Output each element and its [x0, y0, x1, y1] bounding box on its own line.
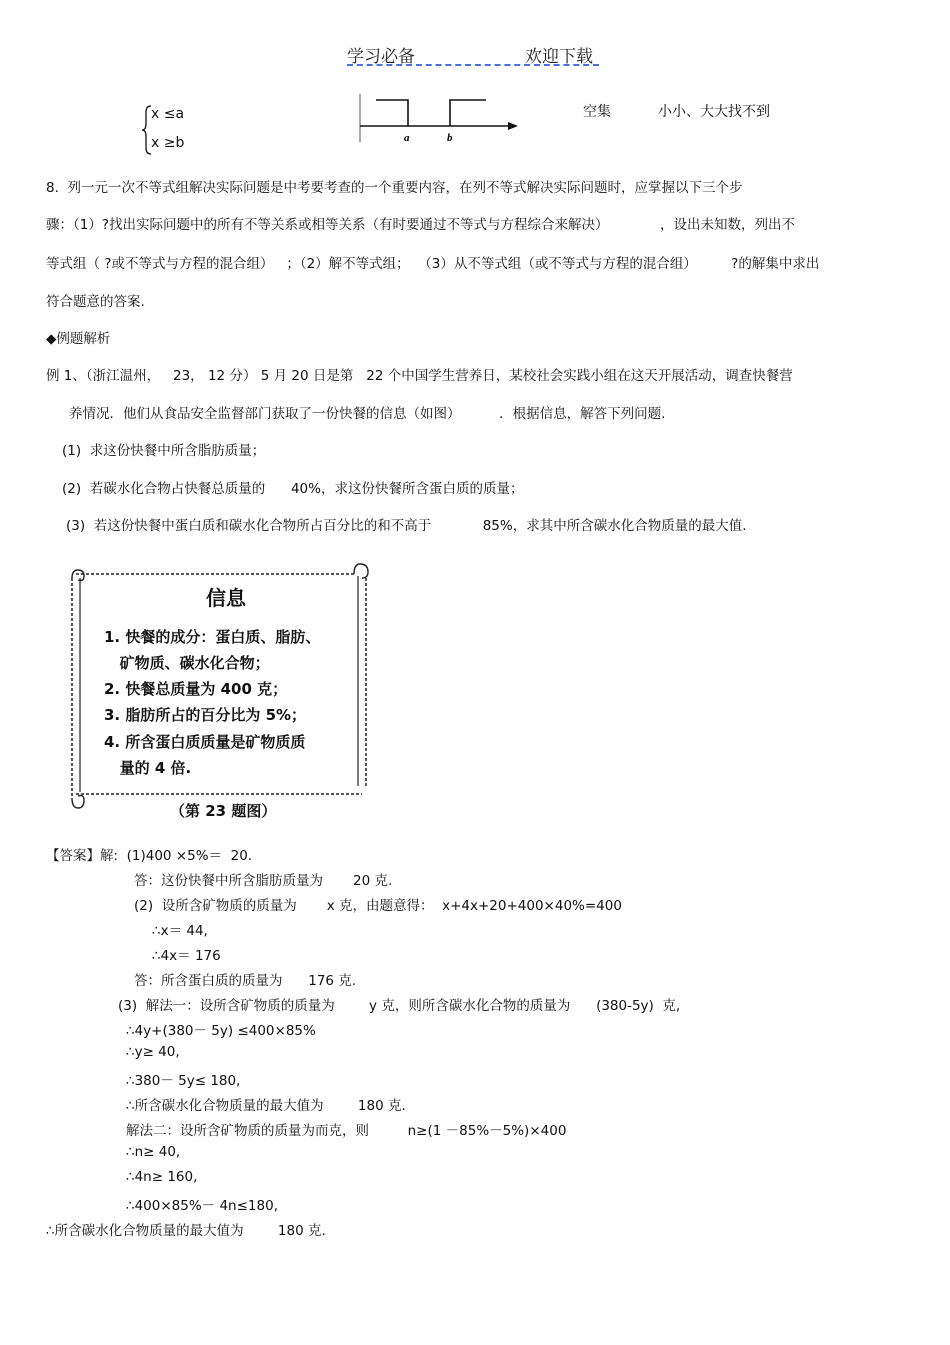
example-heading: ◆例题解析: [46, 331, 111, 347]
info-item: 量的 4 倍.: [104, 759, 192, 777]
section8-line3: 等式组（ ?或不等式与方程的混合组） ；（2）解不等式组； （3）从不等式组（或不等式与方程的混合组） ?的解集中求出: [46, 256, 820, 272]
info-item: 1. 快餐的成分：蛋白质、脂肪、: [104, 628, 321, 646]
info-item: 2. 快餐总质量为 400 克；: [104, 680, 288, 698]
section8-line4: 符合题意的答案.: [46, 294, 145, 310]
answer-line: ∴4y+(380－ 5y) ≤400×85%: [126, 1023, 316, 1039]
example1-line1: 例 1、（浙江温州， 23， 12 分） 5 月 20 日是第 22 个中国学生营养日，某校社会实践小组在这天开展活动，调查快餐营: [46, 368, 793, 384]
answer-line: 解法二：设所含矿物质的质量为而克，则 n≥(1 －85%－5%)×400: [126, 1123, 567, 1139]
example1-q2: (2) 若碳水化合物占快餐总质量的 40%，求这份快餐所含蛋白质的质量；: [62, 481, 524, 497]
answer-line: 答：所含蛋白质的质量为 176 克.: [134, 973, 357, 989]
figure-caption: （第 23 题图）: [170, 802, 277, 820]
answer-line: ∴380－ 5y≤ 180,: [126, 1073, 241, 1089]
answer-line: 【答案】解: (1)400 ×5%＝ 20.: [46, 848, 253, 864]
info-item: 矿物质、碳水化合物；: [104, 654, 270, 672]
system-line-1: x ≤a: [151, 106, 185, 122]
answer-line: (3) 解法一：设所含矿物质的质量为 y 克，则所含碳水化合物的质量为 (380-5y) 克,: [118, 998, 681, 1014]
example1-line2: 养情况．他们从食品安全监督部门获取了一份快餐的信息（如图） ．根据信息，解答下列问题.: [69, 406, 666, 422]
solution-label: 空集: [583, 104, 611, 120]
info-item: 3. 脂肪所占的百分比为 5%；: [104, 706, 307, 724]
label-a: a: [404, 132, 410, 144]
header-right: 欢迎下载: [525, 47, 593, 67]
number-line-figure: [358, 94, 520, 146]
example1-q1: (1) 求这份快餐中所含脂肪质量；: [62, 443, 266, 459]
section8-line2: 骤：（1）?找出实际问题中的所有不等关系或相等关系（有时要通过不等式与方程综合来解决） ，设出未知数，列出不: [46, 217, 795, 233]
answer-line: ∴x＝ 44,: [152, 923, 208, 939]
answer-line: ∴n≥ 40,: [126, 1144, 181, 1160]
info-title: 信息: [206, 586, 246, 610]
answer-line: ∴y≥ 40,: [126, 1044, 180, 1060]
answer-line: ∴400×85%－ 4n≤180,: [126, 1198, 278, 1214]
section8-line1: 8. 列一元一次不等式组解决实际问题是中考要考查的一个重要内容，在列不等式解决实际问题时，应掌握以下三个步: [46, 180, 743, 196]
answer-line: ∴所含碳水化合物质量的最大值为 180 克.: [126, 1098, 406, 1114]
answer-line: (2) 设所含矿物质的质量为 x 克，由题意得： x+4x+20+400×40%=400: [134, 898, 622, 914]
answer-line: ∴所含碳水化合物质量的最大值为 180 克.: [46, 1223, 326, 1239]
header-left: 学习必备: [347, 47, 415, 67]
answer-line: 答：这份快餐中所含脂肪质量为 20 克.: [134, 873, 393, 889]
header-underline: [347, 64, 599, 66]
example1-q3: (3) 若这份快餐中蛋白质和碳水化合物所占百分比的和不高于 85%，求其中所含碳水化合物质量的最大值.: [66, 518, 747, 534]
answer-line: ∴4n≥ 160,: [126, 1169, 198, 1185]
answer-line: ∴4x＝ 176: [152, 948, 221, 964]
system-line-2: x ≥b: [151, 135, 185, 151]
solution-rule: 小小、大大找不到: [658, 104, 770, 120]
info-item: 4. 所含蛋白质质量是矿物质质: [104, 733, 306, 751]
label-b: b: [447, 132, 453, 144]
